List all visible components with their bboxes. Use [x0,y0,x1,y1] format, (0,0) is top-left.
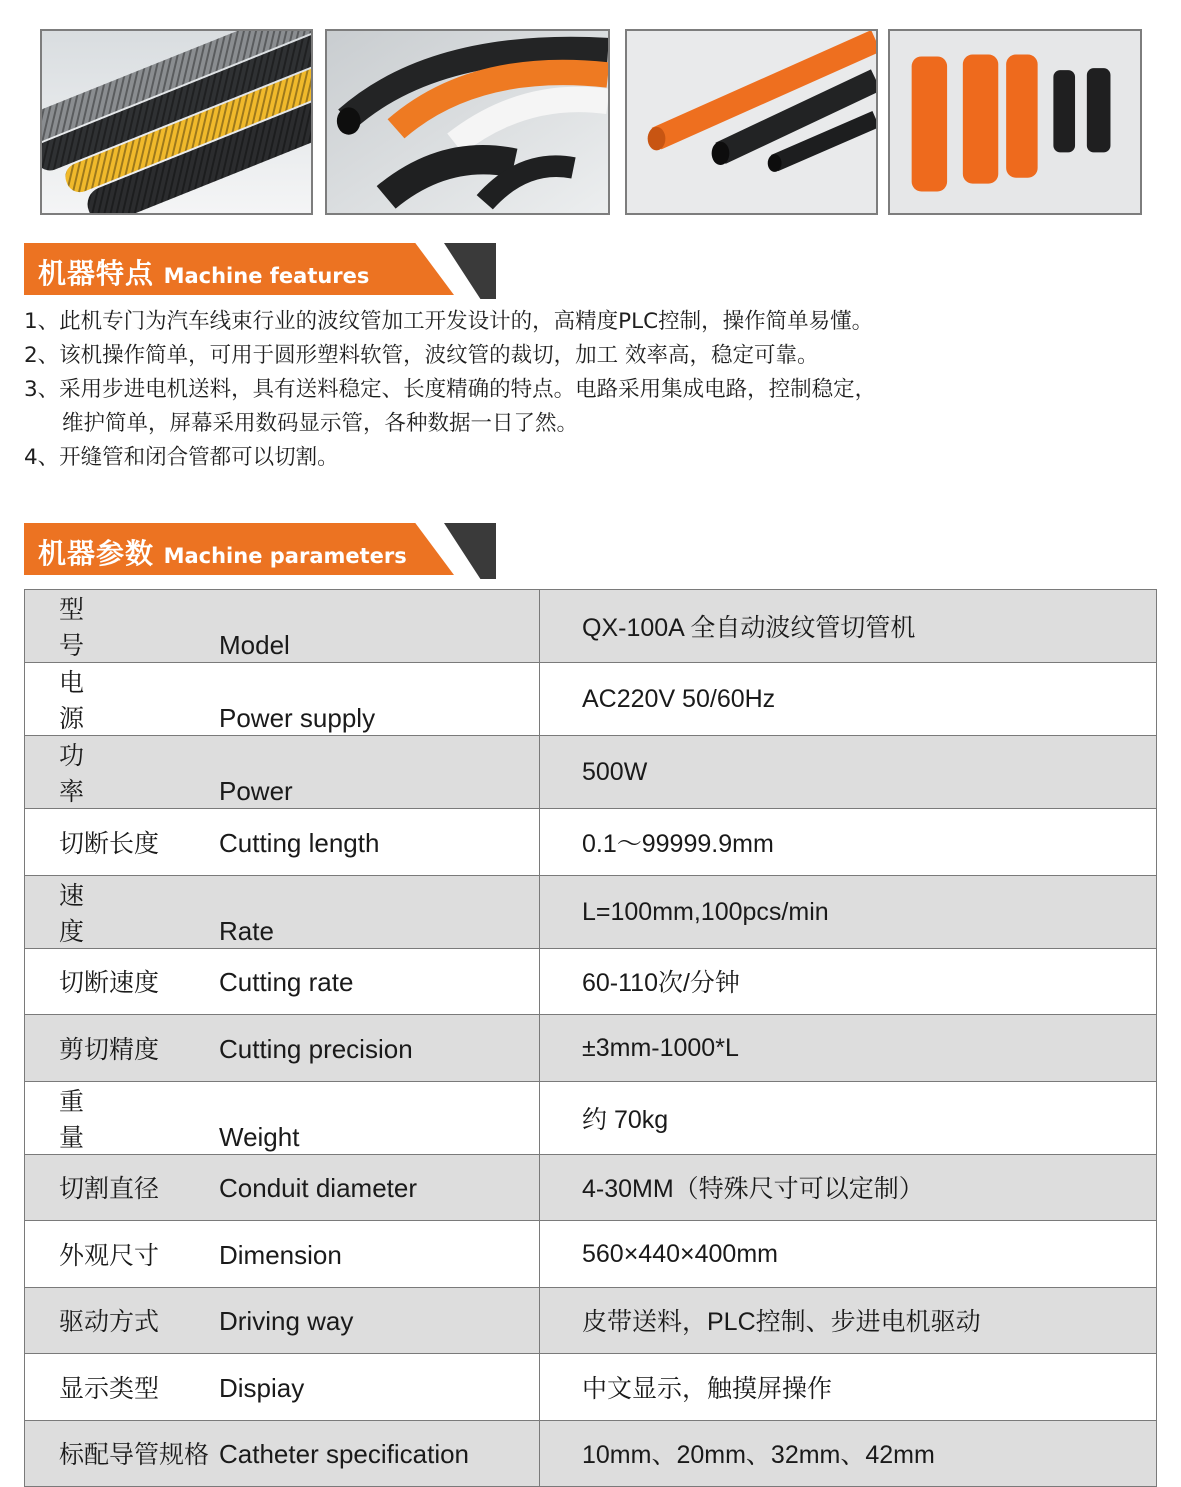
param-label-cn: 外观尺寸 [59,1240,160,1270]
param-label-en: Power supply [219,703,376,733]
table-row [25,1081,1157,1154]
feature-line: 维护简单，屏幕采用数码显示管，各种数据一日了然。 [62,411,579,436]
param-label-cn: 型号 [59,595,147,660]
feature-line: 3、采用步进电机送料，具有送料稳定、长度精确的特点。电路采用集成电路，控制稳定， [24,377,877,402]
param-value-cell [540,1081,1157,1154]
param-label-en: Dimension [219,1239,342,1270]
param-value: 4-30MM（特殊尺寸可以定制） [582,1175,924,1204]
product-photo-strip [40,29,1142,217]
param-value-cell [540,809,1157,876]
param-value-cell [540,1154,1157,1221]
param-label-cell [25,1420,540,1487]
feature-line: 2、该机操作简单，可用于圆形塑料软管，波纹管的裁切，加工 效率高，稳定可靠。 [24,343,819,368]
table-row [25,1221,1157,1288]
param-label-cn: 剪切精度 [59,1034,160,1064]
features-list [24,305,1144,475]
table-row [25,875,1157,948]
param-value-cell [540,736,1157,809]
features-title-en: Machine features [163,264,370,288]
param-label-cell [25,809,540,876]
param-value-cell [540,1354,1157,1421]
heading-title [38,532,407,572]
param-label-cn: 速度 [59,880,147,946]
param-value-cell [540,948,1157,1015]
features-title-cn: 机器特点 [38,257,155,290]
param-value-cell [540,590,1157,663]
param-value: 皮带送料，PLC控制、步进电机驱动 [582,1308,981,1337]
feature-line: 4、开缝管和闭合管都可以切割。 [24,445,339,470]
param-label-cell [25,1154,540,1221]
param-label-cell [25,1354,540,1421]
table-row [25,1354,1157,1421]
param-value: 约 70kg [582,1105,669,1134]
param-label-en: Cutting precision [219,1033,413,1064]
param-value: 60-110次/分钟 [582,969,740,998]
orange-black-conduit-photo [625,29,878,215]
param-label-cell [25,663,540,736]
param-value-cell [540,1420,1157,1487]
heading-dark-corner [444,243,496,299]
parameters-title-en: Machine parameters [163,544,407,568]
table-row [25,663,1157,736]
parameters-table [24,589,1157,1487]
black-orange-white-conduit-photo [325,29,610,215]
param-label-en: Power [219,776,293,806]
param-label-en: Driving way [219,1306,354,1337]
features-heading [24,243,476,299]
param-value: 0.1～99999.9mm [582,829,774,858]
param-value: 500W [582,758,648,786]
table-row [25,736,1157,809]
param-value-cell [540,1015,1157,1082]
param-label-cn: 标配导管规格 [59,1440,210,1470]
feature-line: 1、此机专门为汽车线束行业的波纹管加工开发设计的，高精度PLC控制，操作简单易懂。 [24,309,874,334]
param-label-cn: 显示类型 [59,1373,160,1403]
param-label-cell [25,1015,540,1082]
heading-dark-corner [444,523,496,579]
table-row [25,590,1157,663]
param-label-en: Cutting rate [219,967,354,998]
param-value: QX-100A 全自动波纹管切管机 [582,614,916,642]
param-value: 560×440×400mm [582,1239,778,1268]
param-value: 10mm、20mm、32mm、42mm [582,1441,935,1470]
param-value: AC220V 50/60Hz [582,685,776,713]
param-value: ±3mm-1000*L [582,1033,739,1062]
param-label-cn: 切割直径 [59,1174,160,1204]
table-row [25,1154,1157,1221]
param-label-cell [25,1221,540,1288]
param-label-cn: 重量 [59,1086,147,1152]
param-label-en: Catheter specification [219,1439,470,1470]
cut-conduit-pieces-photo [888,29,1142,215]
param-label-cn: 切断长度 [59,828,160,858]
parameters-heading [24,523,476,579]
parameters-title-cn: 机器参数 [38,537,155,570]
param-label-cell [25,590,540,663]
table-row [25,948,1157,1015]
param-label-cell [25,1081,540,1154]
table-row [25,809,1157,876]
param-value-cell [540,1221,1157,1288]
param-label-cell [25,875,540,948]
param-label-en: Model [219,630,290,660]
param-label-en: Conduit diameter [219,1173,417,1204]
param-label-cn: 功率 [59,741,147,806]
param-value: L=100mm,100pcs/min [582,897,829,926]
param-label-en: Rate [219,915,274,946]
param-label-cn: 驱动方式 [59,1307,160,1337]
param-label-cn: 电源 [59,668,147,733]
param-label-en: Dispiay [219,1372,305,1403]
param-label-en: Weight [219,1121,300,1152]
param-label-cn: 切断速度 [59,968,160,998]
table-row [25,1287,1157,1354]
param-value-cell [540,1287,1157,1354]
param-label-cell [25,1287,540,1354]
heading-title [38,252,369,292]
param-label-en: Cutting length [219,827,380,858]
param-value: 中文显示，触摸屏操作 [582,1374,833,1403]
param-value-cell [540,875,1157,948]
grey-black-yellow-conduit-photo [40,29,313,215]
param-value-cell [540,663,1157,736]
table-row [25,1015,1157,1082]
param-label-cell [25,948,540,1015]
param-label-cell [25,736,540,809]
table-row [25,1420,1157,1487]
